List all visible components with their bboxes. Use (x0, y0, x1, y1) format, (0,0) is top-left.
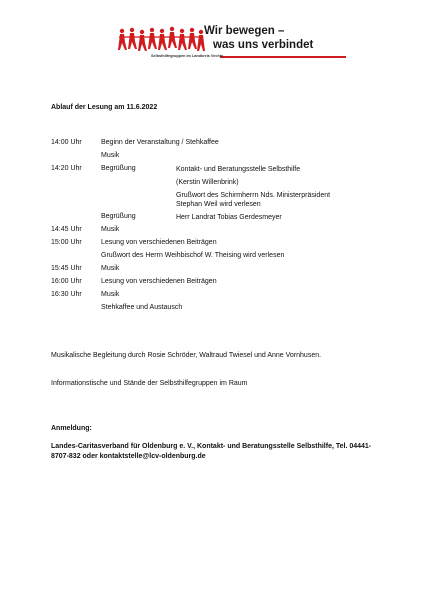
document-content (51, 104, 391, 460)
dancing-figures-icon (117, 26, 205, 52)
schedule-row (51, 139, 391, 152)
schedule-event: Musik (101, 226, 120, 233)
schedule-row (51, 252, 391, 265)
registration-title: Anmeldung: (51, 425, 92, 432)
schedule-row (51, 213, 391, 226)
schedule-detail: (Kerstin Willenbrink) (176, 179, 239, 186)
schedule-row (51, 191, 391, 213)
schedule-row (51, 239, 391, 252)
schedule-time: 16:00 Uhr (51, 278, 82, 285)
schedule-detail: Kontakt- und Beratungsstelle Selbsthilfe (176, 166, 301, 173)
schedule-time: 15:00 Uhr (51, 239, 82, 246)
logo-underline (220, 56, 346, 58)
schedule-event: Lesung von verschiedenen Beiträgen (101, 239, 217, 246)
music-note: Musikalische Begleitung durch Rosie Schröder, Waltraud Twiesel und Anne Vornhusen. (51, 352, 322, 359)
schedule-row (51, 304, 391, 317)
schedule-event: Musik (101, 291, 120, 298)
schedule-row (51, 278, 391, 291)
schedule-event: Begrüßung (101, 213, 136, 220)
schedule-row (51, 178, 391, 191)
schedule-event: Musik (101, 265, 120, 272)
schedule-row (51, 291, 391, 304)
schedule-row (51, 265, 391, 278)
document-heading: Ablauf der Lesung am 11.6.2022 (51, 104, 158, 111)
schedule-time: 14:45 Uhr (51, 226, 82, 233)
schedule-time: 14:00 Uhr (51, 139, 82, 146)
schedule-detail: Herr Landrat Tobias Gerdesmeyer (176, 214, 282, 221)
schedule-event: Stehkaffee und Austausch (101, 304, 183, 311)
schedule-time: 16:30 Uhr (51, 291, 82, 298)
schedule-time: 15:45 Uhr (51, 265, 82, 272)
logo (117, 22, 357, 62)
schedule-event: Musik (101, 152, 120, 159)
info-note: Informationstische und Stände der Selbsthilfegruppen im Raum (51, 380, 248, 387)
schedule-event: Beginn der Veranstaltung / Stehkaffee (101, 139, 219, 146)
schedule-row (51, 152, 391, 165)
schedule-event: Begrüßung (101, 165, 136, 172)
schedule-event: Grußwort des Herrn Weihbischof W. Theising wird verlesen (101, 252, 285, 259)
logo-tagline: Selbsthilfegruppen im Landkreis Vechta (151, 54, 224, 58)
schedule-detail: Grußwort des Schirmherrn Nds. Ministerpräsident Stephan Weil wird verlesen (176, 192, 331, 208)
schedule-row (51, 165, 391, 178)
schedule-event: Lesung von verschiedenen Beiträgen (101, 278, 217, 285)
schedule-row (51, 226, 391, 239)
schedule-time: 14:20 Uhr (51, 165, 82, 172)
schedule (51, 139, 391, 317)
logo-slogan-line2: was uns verbindet (213, 39, 314, 51)
logo-slogan-line1: Wir bewegen – (204, 25, 285, 37)
registration-text: Landes-Caritasverband für Oldenburg e. V., Kontakt- und Beratungsstelle Selbsthilfe, Tel. 04441-8707-832 oder kontaktstelle@lcv-oldenburg.de (51, 443, 372, 460)
